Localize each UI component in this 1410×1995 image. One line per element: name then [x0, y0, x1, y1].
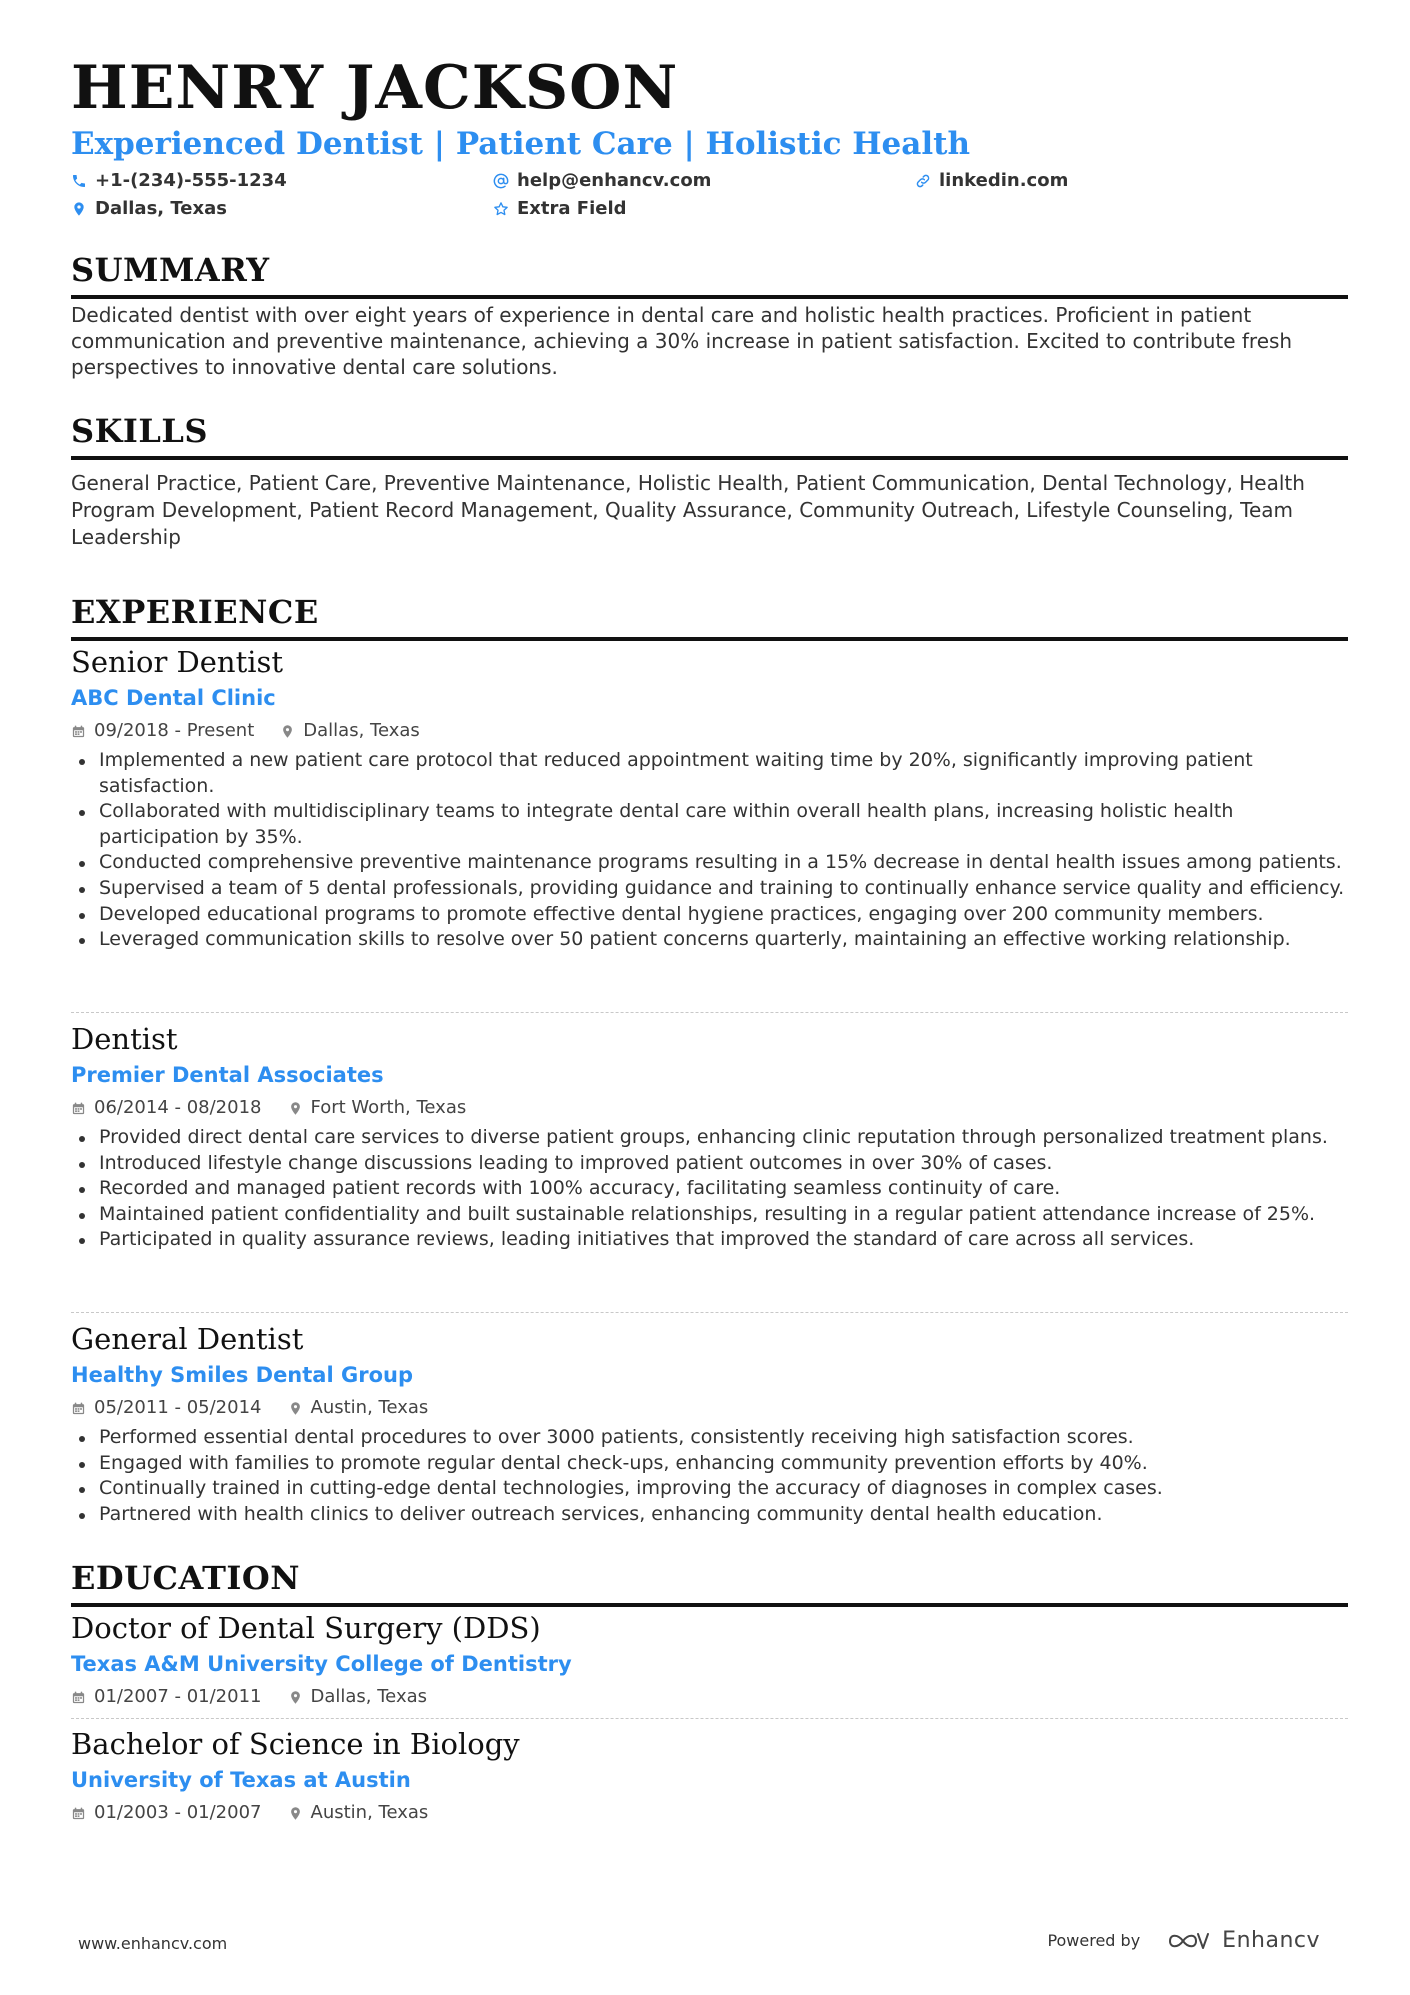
job-dates: 09/2018 - Present: [94, 720, 255, 741]
powered-by-label: Powered by: [1047, 1931, 1141, 1950]
list-item: Conducted comprehensive preventive maintenance programs resulting in a 15% decrease in dental health issues among patients.: [71, 850, 1348, 876]
job-title: Dentist: [71, 1022, 178, 1056]
location-text: Dallas, Texas: [95, 198, 227, 219]
brand-name: Enhancv: [1222, 1928, 1320, 1953]
phone-text: +1-(234)-555-1234: [95, 170, 287, 191]
list-item: Performed essential dental procedures to over 3000 patients, consistently receiving high satisfaction scores.: [71, 1425, 1348, 1451]
skills-heading: SKILLS: [71, 415, 1348, 460]
education-location: [288, 1688, 428, 1706]
brand-logo[interactable]: [1166, 1928, 1320, 1953]
list-item: Collaborated with multidisciplinary teams to integrate dental care within overall health plans, increasing holistic health participation by 35%.: [71, 799, 1348, 850]
company-name: ABC Dental Clinic: [71, 686, 276, 710]
job-dates: 06/2014 - 08/2018: [94, 1097, 262, 1118]
list-item: Leveraged communication skills to resolve over 50 patient concerns quarterly, maintaining an effective working relationship.: [71, 927, 1348, 953]
email-text: help@enhancv.com: [517, 170, 712, 191]
job-meta: [71, 722, 420, 740]
degree-title: Doctor of Dental Surgery (DDS): [71, 1611, 541, 1645]
at-icon: [493, 173, 509, 189]
job-meta: [71, 1099, 466, 1117]
list-item: Participated in quality assurance reviews, leading initiatives that improved the standard of care across all services.: [71, 1227, 1348, 1253]
map-pin-icon: [288, 1101, 303, 1116]
job-title: General Dentist: [71, 1322, 304, 1356]
list-item: Supervised a team of 5 dental professionals, providing guidance and training to continually enhance service quality and efficiency.: [71, 876, 1348, 902]
company-name: Premier Dental Associates: [71, 1063, 384, 1087]
job-dates: 05/2011 - 05/2014: [94, 1397, 262, 1418]
school-name: University of Texas at Austin: [71, 1768, 411, 1792]
link-icon: [915, 173, 931, 189]
job-bullets: [71, 1425, 1348, 1527]
entry-divider: [71, 1012, 1348, 1013]
list-item: Recorded and managed patient records with 100% accuracy, facilitating seamless continuity of care.: [71, 1176, 1348, 1202]
school-name: Texas A&M University College of Dentistry: [71, 1652, 572, 1676]
entry-divider: [71, 1718, 1348, 1719]
calendar-icon: [71, 724, 86, 739]
education-location: [288, 1804, 429, 1822]
list-item: Engaged with families to promote regular dental check-ups, enhancing community prevention efforts by 40%.: [71, 1451, 1348, 1477]
job-location-text: Dallas, Texas: [303, 720, 420, 741]
list-item: Maintained patient confidentiality and built sustainable relationships, resulting in a regular patient attendance increase of 25%.: [71, 1202, 1348, 1228]
job-location: [288, 1099, 467, 1117]
education-dates: 01/2003 - 01/2007: [94, 1802, 262, 1823]
calendar-icon: [71, 1690, 86, 1705]
link-text: linkedin.com: [939, 170, 1069, 191]
map-pin-icon: [71, 201, 87, 217]
skills-text: General Practice, Patient Care, Preventive Maintenance, Holistic Health, Patient Communication, Dental Technology, Health Program Development, Patient Record Management, Quality Assurance, Community Outreach, Lifestyle Counseling, Team Leadership: [71, 471, 1305, 549]
job-bullets: [71, 748, 1348, 953]
summary-text: Dedicated dentist with over eight years of experience in dental care and holistic health practices. Proficient in patient communication and preventive maintenance, achieving a 30% increase in patient satisfaction. Excited to contribute fresh perspectives to innovative dental care solutions.: [71, 303, 1293, 379]
map-pin-icon: [280, 724, 295, 739]
degree-title: Bachelor of Science in Biology: [71, 1727, 520, 1761]
candidate-headline: Experienced Dentist | Patient Care | Holistic Health: [71, 126, 970, 162]
candidate-name: HENRY JACKSON: [71, 53, 679, 123]
calendar-icon: [71, 1401, 86, 1416]
calendar-icon: [71, 1806, 86, 1821]
contact-email[interactable]: [493, 172, 711, 190]
list-item: Provided direct dental care services to diverse patient groups, enhancing clinic reputation through personalized treatment plans.: [71, 1125, 1348, 1151]
education-heading: EDUCATION: [71, 1562, 1348, 1607]
extra-text: Extra Field: [517, 198, 627, 219]
list-item: Implemented a new patient care protocol that reduced appointment waiting time by 20%, significantly improving patient satisfaction.: [71, 748, 1348, 799]
contact-extra: [493, 200, 627, 218]
list-item: Introduced lifestyle change discussions leading to improved patient outcomes in over 30% of cases.: [71, 1151, 1348, 1177]
education-location-text: Austin, Texas: [310, 1802, 429, 1823]
footer-website-link[interactable]: www.enhancv.com: [78, 1934, 228, 1953]
map-pin-icon: [288, 1806, 303, 1821]
phone-icon: [71, 173, 87, 189]
job-location-text: Austin, Texas: [310, 1397, 429, 1418]
list-item: Continually trained in cutting-edge dental technologies, improving the accuracy of diagnoses in complex cases.: [71, 1476, 1348, 1502]
star-icon: [493, 201, 509, 217]
list-item: Partnered with health clinics to deliver outreach services, enhancing community dental health education.: [71, 1502, 1348, 1528]
education-meta: [71, 1688, 427, 1706]
footer-branding: [1047, 1928, 1320, 1953]
contact-link[interactable]: [915, 172, 1068, 190]
job-location-text: Fort Worth, Texas: [310, 1097, 467, 1118]
job-title: Senior Dentist: [71, 645, 284, 679]
contact-phone[interactable]: [71, 172, 287, 190]
education-location-text: Dallas, Texas: [310, 1686, 427, 1707]
job-location: [288, 1399, 429, 1417]
job-bullets: [71, 1125, 1348, 1253]
education-meta: [71, 1804, 428, 1822]
contact-location: [71, 200, 227, 218]
experience-heading: EXPERIENCE: [71, 596, 1348, 641]
calendar-icon: [71, 1101, 86, 1116]
summary-heading: SUMMARY: [71, 254, 1348, 299]
education-dates: 01/2007 - 01/2011: [94, 1686, 262, 1707]
job-meta: [71, 1399, 428, 1417]
entry-divider: [71, 1312, 1348, 1313]
company-name: Healthy Smiles Dental Group: [71, 1363, 413, 1387]
map-pin-icon: [288, 1690, 303, 1705]
enhancv-logo-icon: [1166, 1929, 1212, 1953]
job-location: [280, 722, 420, 740]
list-item: Developed educational programs to promote effective dental hygiene practices, engaging over 200 community members.: [71, 902, 1348, 928]
map-pin-icon: [288, 1401, 303, 1416]
